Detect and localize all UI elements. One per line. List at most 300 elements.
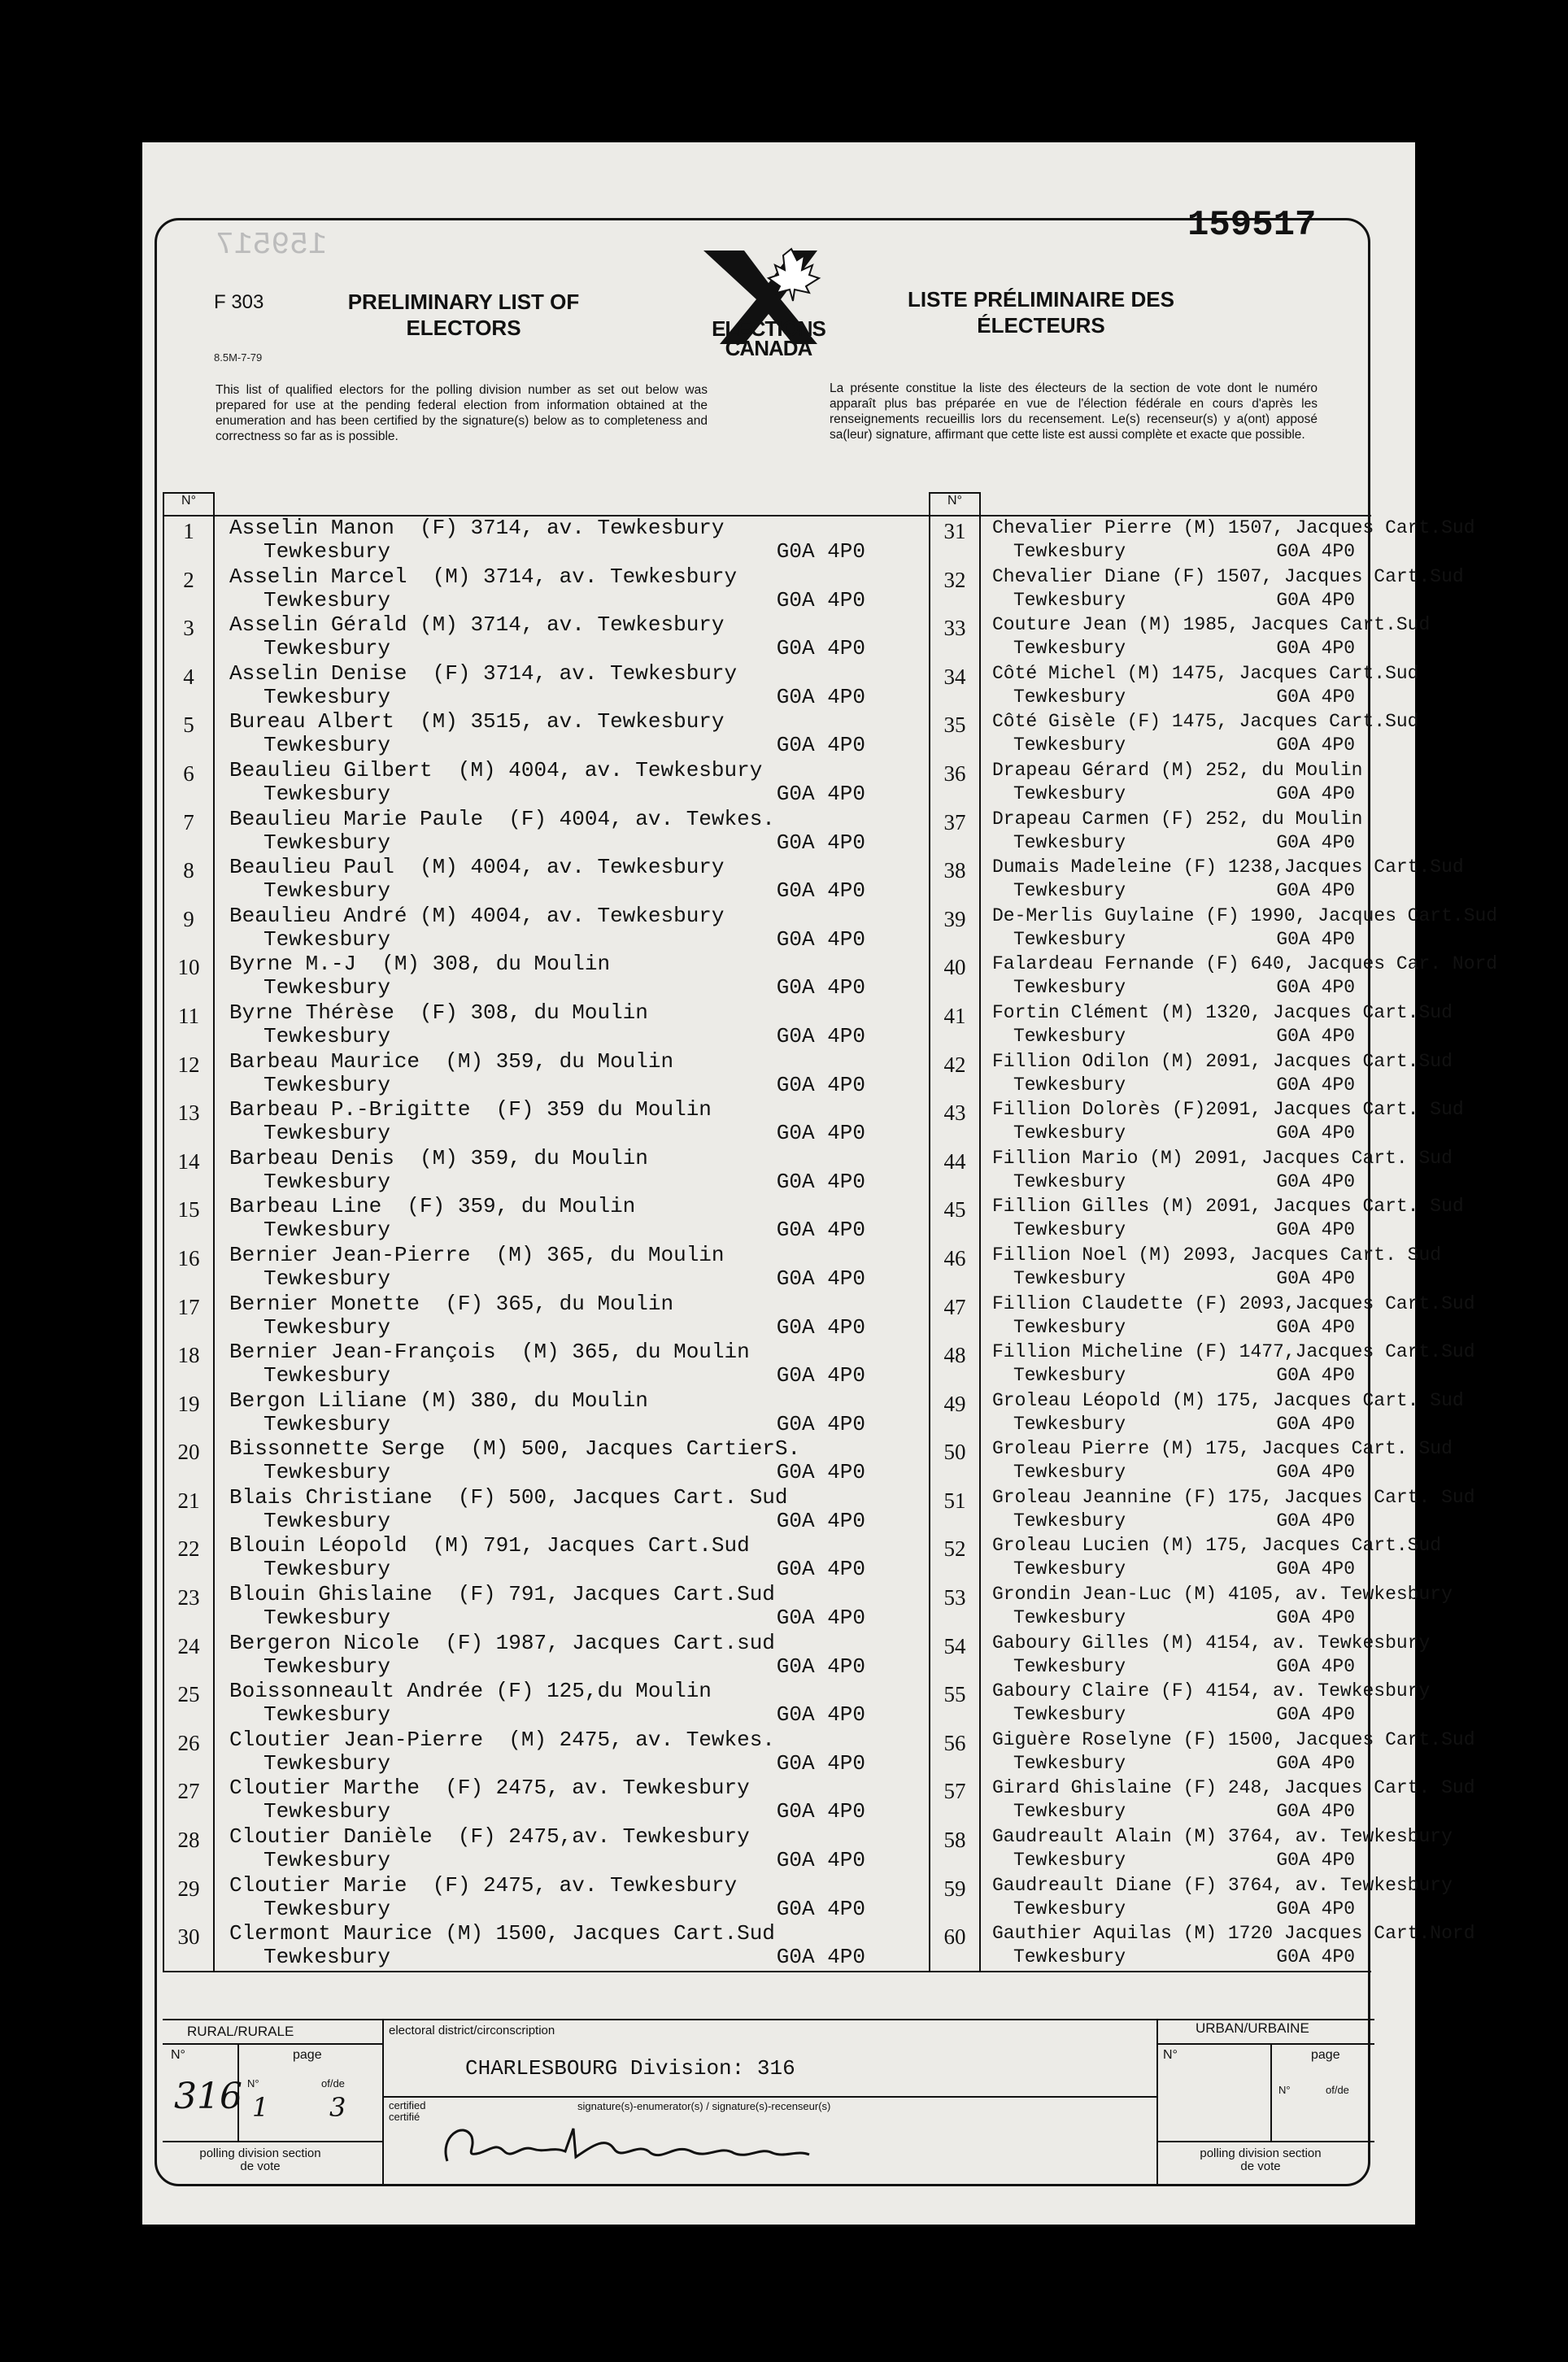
elector-municipality: Tewkesbury <box>1013 1946 1126 1968</box>
elector-locality <box>215 1461 929 1484</box>
elector-locality <box>981 734 1371 757</box>
elector-postal-code: G0A 4P0 <box>1276 1898 1355 1920</box>
elector-entry <box>981 1098 1464 1147</box>
page-label-left: page <box>293 2048 322 2062</box>
elector-name-address: Chevalier Pierre (M) 1507, Jacques Cart.Sud <box>992 517 1475 538</box>
elector-number: 19 <box>177 1391 200 1416</box>
elector-number: 34 <box>943 664 966 689</box>
elector-entry <box>981 808 1371 856</box>
serial-number: 159517 <box>1187 205 1317 246</box>
elector-number: 56 <box>943 1730 966 1755</box>
elector-postal-code: G0A 4P0 <box>776 1218 865 1243</box>
elector-entry <box>981 1874 1453 1923</box>
elector-municipality: Tewkesbury <box>264 1363 391 1388</box>
elector-locality <box>981 1461 1371 1484</box>
page-label-right: page <box>1311 2048 1340 2062</box>
elector-municipality: Tewkesbury <box>1013 1558 1126 1580</box>
elector-number: 23 <box>177 1585 200 1610</box>
elector-name-address: Drapeau Carmen (F) 252, du Moulin <box>992 808 1363 830</box>
elector-number: 50 <box>943 1440 966 1465</box>
elector-name-address: Bernier Monette (F) 365, du Moulin <box>229 1291 674 1316</box>
elector-locality <box>215 589 929 612</box>
elector-number: 22 <box>177 1536 200 1562</box>
elector-name-address: Asselin Manon (F) 3714, av. Tewkesbury <box>229 516 725 540</box>
elector-entry <box>215 1389 929 1438</box>
elector-locality <box>981 1558 1371 1581</box>
form-code: F 303 <box>214 291 264 313</box>
elector-postal-code: G0A 4P0 <box>776 975 865 1000</box>
elector-name-address: Fillion Gilles (M) 2091, Jacques Cart. Sud <box>992 1196 1464 1218</box>
elector-municipality: Tewkesbury <box>264 1606 391 1631</box>
elector-postal-code: G0A 4P0 <box>776 1072 865 1097</box>
elector-postal-code: G0A 4P0 <box>776 1363 865 1388</box>
elector-number: 48 <box>943 1343 966 1368</box>
elector-locality <box>215 1655 929 1679</box>
elector-municipality: Tewkesbury <box>1013 928 1126 950</box>
elector-entry <box>981 1389 1464 1438</box>
elector-locality <box>981 976 1371 1000</box>
elector-postal-code: G0A 4P0 <box>776 1508 865 1533</box>
elector-entry <box>981 516 1475 565</box>
elector-number: 59 <box>943 1876 966 1901</box>
elector-municipality: Tewkesbury <box>264 684 391 709</box>
elector-municipality: Tewkesbury <box>1013 589 1126 611</box>
elector-locality <box>215 1510 929 1533</box>
elector-number: 52 <box>943 1536 966 1562</box>
elector-postal-code: G0A 4P0 <box>776 1557 865 1582</box>
elector-name-address: Asselin Gérald (M) 3714, av. Tewkesbury <box>229 612 725 638</box>
elector-entry <box>215 1632 929 1680</box>
page-of-handwritten: 3 <box>329 2092 346 2123</box>
elector-number: 7 <box>183 809 194 835</box>
elector-number: 54 <box>943 1633 966 1658</box>
logo-text: ELECTIONS CANADA <box>712 316 825 360</box>
elector-name-address: Girard Ghislaine (F) 248, Jacques Cart. Sud <box>992 1777 1475 1799</box>
elector-entry <box>215 662 929 711</box>
elector-number: 39 <box>943 906 966 931</box>
elector-municipality: Tewkesbury <box>1013 880 1126 902</box>
elector-entry <box>981 565 1464 614</box>
elector-municipality: Tewkesbury <box>1013 977 1126 999</box>
elector-number: 21 <box>177 1488 200 1513</box>
elector-postal-code: G0A 4P0 <box>1276 1558 1355 1580</box>
elector-entry <box>981 759 1371 808</box>
elector-postal-code: G0A 4P0 <box>1276 1219 1355 1241</box>
elector-postal-code: G0A 4P0 <box>1276 1704 1355 1726</box>
elector-name-address: Bernier Jean-François (M) 365, du Moulin <box>229 1340 750 1365</box>
elector-number: 57 <box>943 1779 966 1804</box>
elector-entry <box>215 1195 929 1244</box>
elector-entry <box>981 1195 1464 1244</box>
elector-entry <box>981 856 1464 904</box>
elector-name-address: Bureau Albert (M) 3515, av. Tewkesbury <box>229 709 725 734</box>
elector-municipality: Tewkesbury <box>264 781 391 806</box>
elector-postal-code: G0A 4P0 <box>1276 782 1355 804</box>
numbers-column-right <box>930 516 980 1972</box>
elector-postal-code: G0A 4P0 <box>776 1266 865 1291</box>
elector-name-address: Cloutier Jean-Pierre (M) 2475, av. Tewkes. <box>229 1727 775 1752</box>
elector-number: 40 <box>943 955 966 980</box>
elector-postal-code: G0A 4P0 <box>1276 1850 1355 1872</box>
elector-locality <box>981 1316 1371 1340</box>
elector-name-address: Fillion Odilon (M) 2091, Jacques Cart.Sud <box>992 1050 1453 1072</box>
elector-locality <box>215 1218 929 1242</box>
elector-number: 17 <box>177 1294 200 1319</box>
elector-postal-code: G0A 4P0 <box>1276 638 1355 660</box>
elector-postal-code: G0A 4P0 <box>776 1023 865 1048</box>
elector-locality <box>981 1267 1371 1291</box>
elector-number: 28 <box>177 1828 200 1853</box>
elector-municipality: Tewkesbury <box>264 636 391 661</box>
elector-locality <box>981 1413 1371 1436</box>
elector-number: 5 <box>183 713 194 738</box>
entries-column-right <box>980 516 1498 1972</box>
elector-locality <box>215 540 929 564</box>
elector-number: 1 <box>183 519 194 543</box>
elector-locality <box>215 928 929 952</box>
elector-municipality: Tewkesbury <box>264 1314 391 1340</box>
elector-number: 26 <box>177 1730 200 1755</box>
elector-municipality: Tewkesbury <box>264 1266 391 1291</box>
elector-entry <box>981 1001 1453 1050</box>
elector-name-address: Fortin Clément (M) 1320, Jacques Cart.Sud <box>992 1001 1453 1023</box>
elector-name-address: Chevalier Diane (F) 1507, Jacques Cart.Sud <box>992 565 1464 587</box>
elector-name-address: Barbeau Maurice (M) 359, du Moulin <box>229 1048 674 1074</box>
elector-municipality: Tewkesbury <box>264 1023 391 1048</box>
elector-name-address: Beaulieu Gilbert (M) 4004, av. Tewkesbury <box>229 757 763 782</box>
elector-postal-code: G0A 4P0 <box>776 1702 865 1728</box>
elector-municipality: Tewkesbury <box>264 1750 391 1776</box>
elector-postal-code: G0A 4P0 <box>1276 1074 1355 1096</box>
elector-name-address: Beaulieu Paul (M) 4004, av. Tewkesbury <box>229 855 725 880</box>
elector-municipality: Tewkesbury <box>264 1799 391 1824</box>
elector-entry <box>215 1680 929 1728</box>
elector-municipality: Tewkesbury <box>264 1508 391 1533</box>
elector-municipality: Tewkesbury <box>264 1460 391 1485</box>
elector-entry <box>215 710 929 759</box>
elector-locality <box>215 1703 929 1727</box>
elector-municipality: Tewkesbury <box>1013 1655 1126 1677</box>
intro-french: La présente constitue la liste des électeurs de la section de vote dont le numéro apparaît plus bas préparée en vue de l'élection fédérale en cours d'après les renseignements recueillis lors du recensement. Le(s) recenseur(s) y a(ont) apposé sa(leur) signature, affirmant que cette liste est aussi complète et exacte que possible. <box>830 381 1318 442</box>
elector-municipality: Tewkesbury <box>1013 1267 1126 1289</box>
elector-postal-code: G0A 4P0 <box>776 1314 865 1340</box>
elector-name-address: Blouin Ghislaine (F) 791, Jacques Cart.Sud <box>229 1582 775 1607</box>
form-print-code: 8.5M-7-79 <box>214 351 263 364</box>
elector-name-address: Bernier Jean-Pierre (M) 365, du Moulin <box>229 1242 725 1267</box>
elector-postal-code: G0A 4P0 <box>776 1121 865 1146</box>
elector-locality <box>981 1849 1371 1872</box>
poll-no-label: N° <box>171 2048 185 2062</box>
elector-name-address: Gaboury Gilles (M) 4154, av. Tewkesbury <box>992 1632 1431 1654</box>
elector-entry <box>981 1340 1475 1389</box>
elector-number: 12 <box>177 1052 200 1077</box>
elector-name-address: Fillion Micheline (F) 1477,Jacques Cart.Sud <box>992 1341 1475 1363</box>
elector-entry <box>981 1292 1475 1341</box>
elector-locality <box>215 1316 929 1340</box>
elector-locality <box>981 928 1371 952</box>
elector-number: 2 <box>183 567 194 592</box>
elector-name-address: Blais Christiane (F) 500, Jacques Cart. Sud <box>229 1484 788 1510</box>
elector-entry <box>981 1534 1442 1583</box>
elector-municipality: Tewkesbury <box>264 1169 391 1194</box>
intro-english: This list of qualified electors for the polling division number as set out below was prepared for use at the pending federal election from information obtained at the enumeration and has been certified by the signature(s) below as to completeness and correctness so far as is possible. <box>216 383 708 443</box>
elector-name-address: Grondin Jean-Luc (M) 4105, av. Tewkesbury <box>992 1584 1453 1606</box>
elector-name-address: Groleau Pierre (M) 175, Jacques Cart. Sud <box>992 1438 1453 1460</box>
elector-name-address: De-Merlis Guylaine (F) 1990, Jacques Cart.Sud <box>992 904 1498 926</box>
elector-number: 4 <box>183 664 194 689</box>
elector-municipality: Tewkesbury <box>1013 1607 1126 1629</box>
elector-entry <box>215 613 929 662</box>
elector-locality <box>215 1413 929 1436</box>
elector-name-address: Drapeau Gérard (M) 252, du Moulin <box>992 759 1363 781</box>
elector-number: 51 <box>943 1488 966 1513</box>
elector-entry <box>215 1147 929 1196</box>
elector-name-address: Bissonnette Serge (M) 500, Jacques CartierS. <box>229 1436 801 1462</box>
elector-locality <box>215 734 929 757</box>
elector-locality <box>215 1364 929 1388</box>
elector-entry <box>981 1486 1475 1535</box>
elector-entry <box>215 516 929 565</box>
elector-number: 45 <box>943 1197 966 1222</box>
elector-name-address: Groleau Lucien (M) 175, Jacques Cart.Sud <box>992 1535 1442 1557</box>
elector-name-address: Fillion Noel (M) 2093, Jacques Cart. Sud <box>992 1244 1442 1266</box>
elector-locality <box>981 1074 1371 1097</box>
elector-name-address: Côté Michel (M) 1475, Jacques Cart.Sud <box>992 662 1419 684</box>
elector-municipality: Tewkesbury <box>1013 1219 1126 1241</box>
elector-entry <box>215 1050 929 1099</box>
elector-number: 47 <box>943 1294 966 1319</box>
elector-locality <box>215 831 929 855</box>
elector-postal-code: G0A 4P0 <box>776 1799 865 1824</box>
elector-entry <box>981 1728 1475 1777</box>
elector-municipality: Tewkesbury <box>264 1072 391 1097</box>
elector-postal-code: G0A 4P0 <box>776 587 865 612</box>
elector-municipality: Tewkesbury <box>264 975 391 1000</box>
elector-entry <box>981 1632 1431 1680</box>
elector-postal-code: G0A 4P0 <box>1276 1170 1355 1192</box>
elector-name-address: Bergon Liliane (M) 380, du Moulin <box>229 1388 648 1413</box>
elector-locality <box>981 1364 1371 1388</box>
elector-postal-code: G0A 4P0 <box>1276 1122 1355 1144</box>
elector-locality <box>981 1510 1371 1533</box>
elector-municipality: Tewkesbury <box>1013 686 1126 708</box>
elector-entry <box>981 1680 1431 1728</box>
elector-locality <box>981 879 1371 903</box>
elector-locality <box>215 1606 929 1630</box>
elector-locality <box>981 589 1371 612</box>
elector-number: 24 <box>177 1633 200 1658</box>
elector-postal-code: G0A 4P0 <box>1276 1655 1355 1677</box>
elector-municipality: Tewkesbury <box>1013 1704 1126 1726</box>
elector-postal-code: G0A 4P0 <box>1276 1510 1355 1532</box>
elector-municipality: Tewkesbury <box>1013 782 1126 804</box>
elector-number: 42 <box>943 1052 966 1077</box>
elector-municipality: Tewkesbury <box>264 1557 391 1582</box>
elector-postal-code: G0A 4P0 <box>776 539 865 564</box>
elector-entry <box>215 952 929 1001</box>
elector-postal-code: G0A 4P0 <box>776 1848 865 1873</box>
elector-postal-code: G0A 4P0 <box>1276 1267 1355 1289</box>
elector-name-address: Clermont Maurice (M) 1500, Jacques Cart.Sud <box>229 1921 775 1946</box>
elector-entry <box>215 1776 929 1825</box>
elector-number: 29 <box>177 1876 200 1901</box>
elector-locality <box>981 1898 1371 1921</box>
elector-entry <box>215 856 929 904</box>
elector-municipality: Tewkesbury <box>264 1218 391 1243</box>
elector-name-address: Groleau Léopold (M) 175, Jacques Cart. Sud <box>992 1389 1464 1411</box>
elector-name-address: Côté Gisèle (F) 1475, Jacques Cart.Sud <box>992 711 1419 733</box>
page-no-handwritten: 1 <box>252 2092 269 2123</box>
elector-name-address: Asselin Marcel (M) 3714, av. Tewkesbury <box>229 564 738 589</box>
footer-block <box>163 2019 1374 2186</box>
rural-label: RURAL/RURALE <box>187 2024 294 2039</box>
elector-entry <box>215 1244 929 1292</box>
elector-municipality: Tewkesbury <box>1013 734 1126 756</box>
elector-municipality: Tewkesbury <box>264 1654 391 1679</box>
elector-locality <box>215 1025 929 1048</box>
elector-locality <box>981 1655 1371 1679</box>
elector-locality <box>215 1074 929 1097</box>
elector-locality <box>981 1170 1371 1194</box>
elector-number: 46 <box>943 1245 966 1270</box>
elector-number: 14 <box>177 1148 200 1174</box>
urban-label: URBAN/URBAINE <box>1196 2020 1309 2036</box>
elector-locality <box>215 1946 929 1969</box>
elector-postal-code: G0A 4P0 <box>776 1606 865 1631</box>
elector-municipality: Tewkesbury <box>1013 1122 1126 1144</box>
elector-number: 41 <box>943 1003 966 1028</box>
elector-postal-code: G0A 4P0 <box>776 1411 865 1436</box>
elector-locality <box>981 1752 1371 1776</box>
elector-number: 58 <box>943 1828 966 1853</box>
title-english: PRELIMINARY LIST OF ELECTORS <box>347 290 580 340</box>
elector-postal-code: G0A 4P0 <box>1276 1365 1355 1387</box>
elector-entry <box>981 613 1431 662</box>
district-label: electoral district/circonscription <box>389 2024 555 2037</box>
elector-name-address: Gaudreault Diane (F) 3764, av. Tewkesbury <box>992 1874 1453 1896</box>
elector-number: 18 <box>177 1343 200 1368</box>
elector-name-address: Boissonneault Andrée (F) 125,du Moulin <box>229 1679 712 1704</box>
elector-name-address: Couture Jean (M) 1985, Jacques Cart.Sud <box>992 614 1431 636</box>
elector-name-address: Gaboury Claire (F) 4154, av. Tewkesbury <box>992 1680 1431 1702</box>
elector-postal-code: G0A 4P0 <box>1276 928 1355 950</box>
elector-municipality: Tewkesbury <box>1013 1074 1126 1096</box>
elector-entry <box>981 1825 1453 1874</box>
elector-name-address: Fillion Mario (M) 2091, Jacques Cart. Sud <box>992 1147 1453 1169</box>
elector-name-address: Groleau Jeannine (F) 175, Jacques Cart. Sud <box>992 1486 1475 1508</box>
elector-locality <box>981 831 1371 855</box>
elector-municipality: Tewkesbury <box>264 830 391 855</box>
elector-entry <box>981 1583 1453 1632</box>
elector-locality <box>215 1898 929 1921</box>
elector-postal-code: G0A 4P0 <box>1276 1801 1355 1823</box>
elector-entry <box>215 1825 929 1874</box>
elector-name-address: Gaudreault Alain (M) 3764, av. Tewkesbury <box>992 1826 1453 1848</box>
elector-number: 10 <box>177 955 200 980</box>
elector-number: 53 <box>943 1585 966 1610</box>
elector-number: 36 <box>943 760 966 786</box>
elector-locality <box>981 1025 1371 1048</box>
elector-locality <box>981 1800 1371 1824</box>
elector-number: 30 <box>177 1924 200 1950</box>
elector-postal-code: G0A 4P0 <box>1276 1025 1355 1047</box>
elector-municipality: Tewkesbury <box>1013 1462 1126 1484</box>
elector-name-address: Blouin Léopold (M) 791, Jacques Cart.Sud <box>229 1533 750 1558</box>
elector-locality <box>215 782 929 806</box>
elector-entry <box>215 1486 929 1535</box>
elector-entry <box>215 1001 929 1050</box>
title-french: LISTE PRÉLIMINAIRE DES ÉLECTEURS <box>908 287 1174 338</box>
elector-municipality: Tewkesbury <box>264 878 391 904</box>
elector-number: 15 <box>177 1197 200 1222</box>
elector-municipality: Tewkesbury <box>1013 1170 1126 1192</box>
elector-name-address: Cloutier Marthe (F) 2475, av. Tewkesbury <box>229 1776 750 1801</box>
elector-name-address: Falardeau Fernande (F) 640, Jacques Car. Nord <box>992 953 1498 975</box>
elector-municipality: Tewkesbury <box>1013 1510 1126 1532</box>
elector-locality <box>215 637 929 660</box>
elector-municipality: Tewkesbury <box>1013 541 1126 562</box>
elector-municipality: Tewkesbury <box>1013 1801 1126 1823</box>
elector-name-address: Fillion Claudette (F) 2093,Jacques Cart.Sud <box>992 1292 1475 1314</box>
elector-name-address: Cloutier Marie (F) 2475, av. Tewkesbury <box>229 1872 738 1898</box>
numbers-column-left <box>163 516 214 1972</box>
elector-entry <box>981 952 1498 1001</box>
elector-name-address: Cloutier Danièle (F) 2475,av. Tewkesbury <box>229 1824 750 1850</box>
elector-locality <box>215 1558 929 1581</box>
elector-name-address: Bergeron Nicole (F) 1987, Jacques Cart.sud <box>229 1630 775 1655</box>
elector-entry <box>981 1244 1442 1292</box>
elector-locality <box>981 637 1371 660</box>
elector-number: 33 <box>943 616 966 641</box>
elector-number: 55 <box>943 1682 966 1707</box>
elector-locality <box>215 1752 929 1776</box>
elector-entry <box>215 1728 929 1777</box>
elector-number: 38 <box>943 858 966 883</box>
elector-locality <box>215 879 929 903</box>
elector-municipality: Tewkesbury <box>264 926 391 952</box>
elector-entry <box>215 1437 929 1486</box>
electors-table <box>163 492 1498 1972</box>
elector-postal-code: G0A 4P0 <box>1276 977 1355 999</box>
elector-postal-code: G0A 4P0 <box>776 636 865 661</box>
polling-label-right: polling division section de vote <box>1200 2146 1322 2173</box>
elector-postal-code: G0A 4P0 <box>776 684 865 709</box>
elector-entry <box>215 1534 929 1583</box>
elector-municipality: Tewkesbury <box>1013 1025 1126 1047</box>
polling-label-left: polling division section de vote <box>199 2146 321 2173</box>
elector-entry <box>215 1098 929 1147</box>
elector-number: 13 <box>177 1100 200 1126</box>
elector-number: 60 <box>943 1924 966 1950</box>
elector-number: 37 <box>943 809 966 835</box>
elector-locality <box>981 1703 1371 1727</box>
elector-number: 20 <box>177 1440 200 1465</box>
elector-postal-code: G0A 4P0 <box>776 781 865 806</box>
signature-label: signature(s)-enumerator(s) / signature(s)-recenseur(s) <box>577 2100 831 2112</box>
elector-postal-code: G0A 4P0 <box>776 878 865 904</box>
elector-municipality: Tewkesbury <box>264 1121 391 1146</box>
elector-number: 35 <box>943 713 966 738</box>
elector-postal-code: G0A 4P0 <box>776 1896 865 1921</box>
elector-name-address: Barbeau Line (F) 359, du Moulin <box>229 1194 636 1219</box>
elector-entry <box>981 904 1498 953</box>
elector-postal-code: G0A 4P0 <box>776 926 865 952</box>
elector-number: 27 <box>177 1779 200 1804</box>
elector-municipality: Tewkesbury <box>264 1411 391 1436</box>
elector-entry <box>215 1874 929 1923</box>
elector-municipality: Tewkesbury <box>1013 831 1126 853</box>
elector-municipality: Tewkesbury <box>264 1945 391 1970</box>
